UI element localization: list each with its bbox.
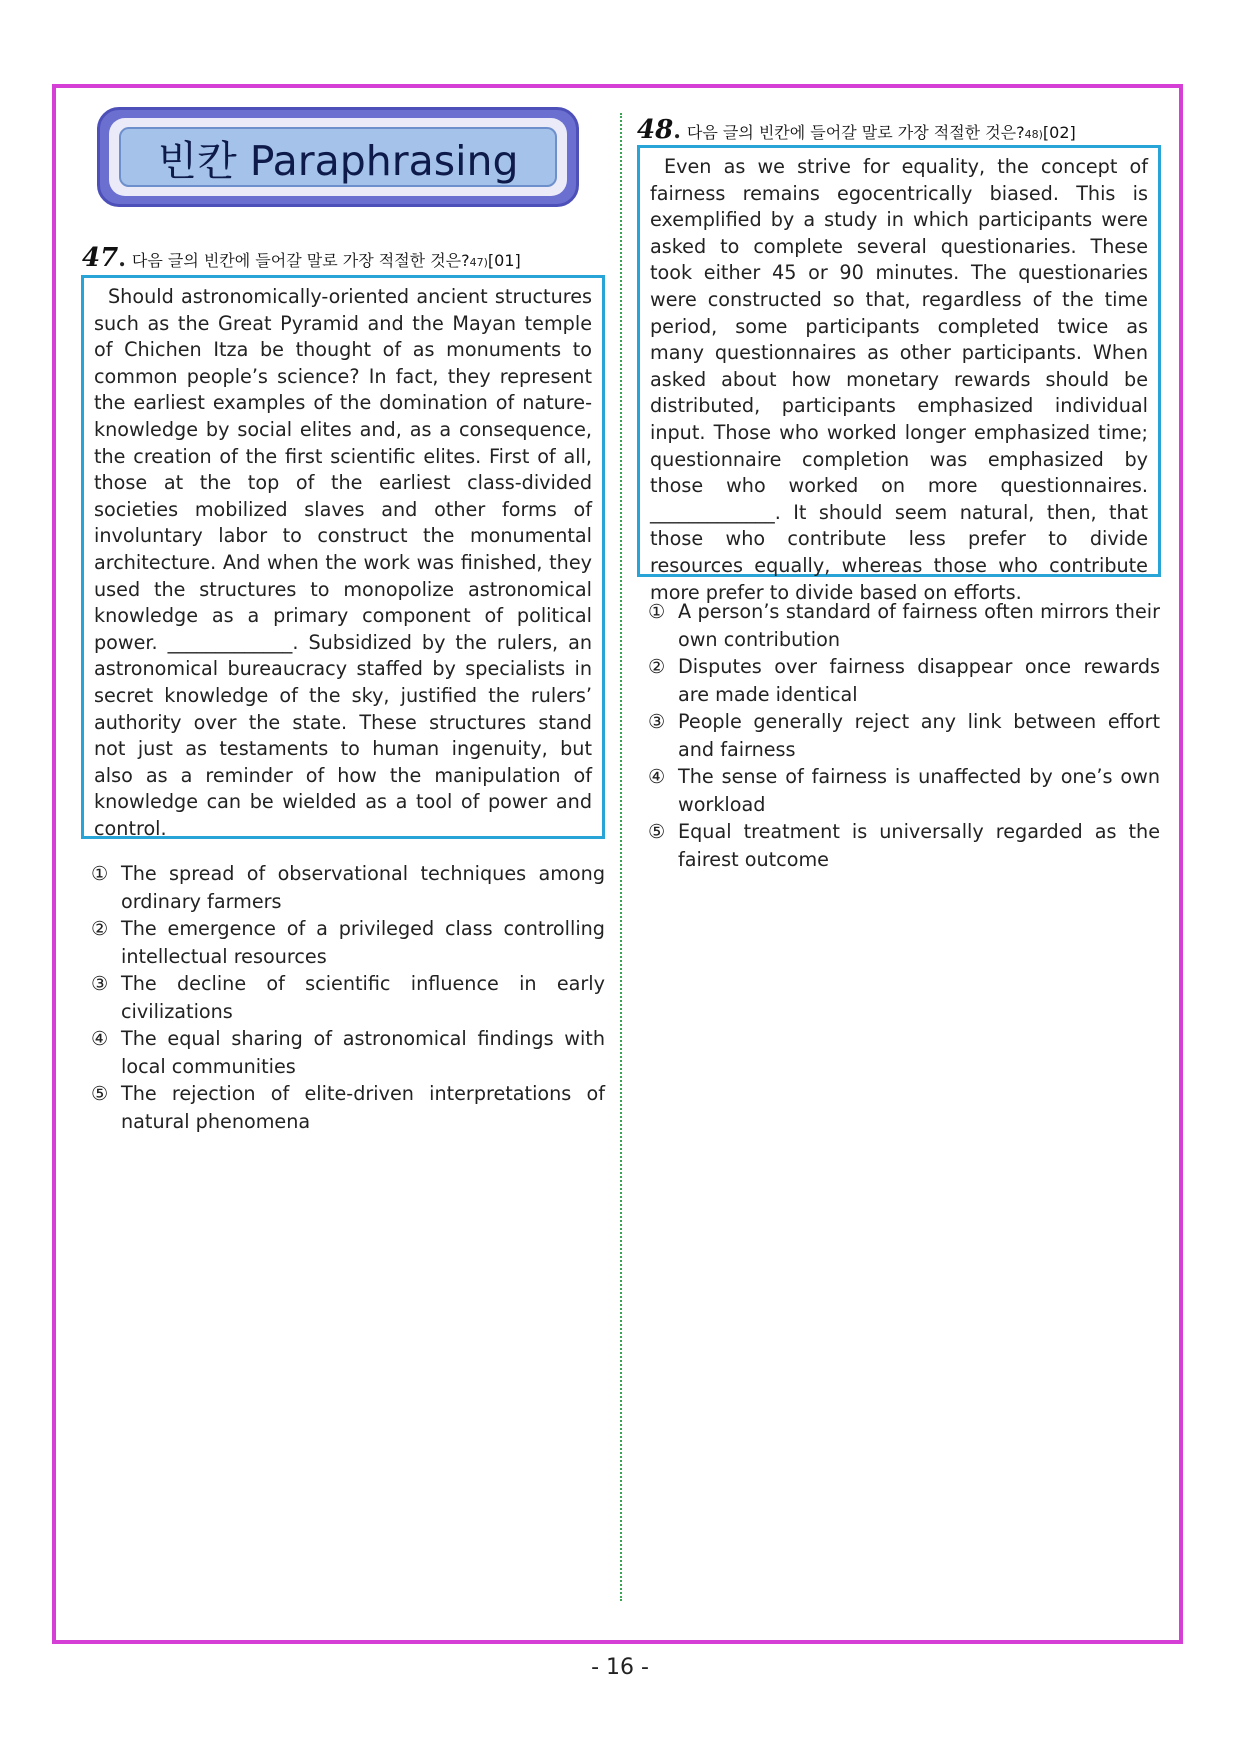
question-code: [02]: [1042, 123, 1076, 142]
choice-option[interactable]: [91, 1080, 605, 1135]
choice-option[interactable]: [648, 763, 1160, 818]
choice-text: The equal sharing of astronomical findings with local communities: [121, 1027, 605, 1078]
question-footnote-ref: 47): [469, 256, 488, 269]
choice-text: The spread of observational techniques among ordinary farmers: [121, 862, 605, 913]
choice-text: The emergence of a privileged class controlling intellectual resources: [121, 917, 605, 968]
question-prompt: 다음 글의 빈칸에 들어갈 말로 가장 적절한 것은?: [686, 123, 1025, 142]
answer-blank: _____________: [167, 630, 293, 654]
passage-text-after: . Subsidized by the rulers, an astronomical bureaucracy staffed by specialists in secret knowledge of the sky, justified the rulers’ authority over the state. These structures stand not just as testaments to human ingenuity, but also as a reminder of how the manipulation of knowledge can be wielded as a tool of power and control.: [94, 630, 592, 840]
choice-text: People generally reject any link between effort and fairness: [678, 710, 1160, 761]
question-number-dot: .: [673, 118, 681, 144]
passage-text-before: Even as we strive for equality, the concept of fairness remains egocentrically biased. This is exemplified by a study in which participants were asked to complete several questionaries. These took either 45 or 90 minutes. The questionaries were constructed so that, regardless of the time period, some participants completed twice as many questionnaires as other participants. When asked about how monetary rewards should be distributed, participants emphasized individual input. Those who worked longer emphasized time; questionnaire completion was emphasized by those who worked on more questionnaires.: [650, 155, 1148, 498]
question-48-heading: [637, 115, 1076, 145]
choice-text: Equal treatment is universally regarded as the fairest outcome: [678, 820, 1160, 871]
choice-number: ①: [91, 862, 109, 885]
question-47-passage: [81, 275, 605, 839]
choice-text: A person’s standard of fairness often mirrors their own contribution: [678, 600, 1160, 651]
choice-number: ②: [91, 917, 109, 940]
choice-text: The decline of scientific influence in early civilizations: [121, 972, 605, 1023]
choice-option[interactable]: [648, 818, 1160, 873]
passage-text: [94, 284, 592, 842]
choice-option[interactable]: [91, 915, 605, 970]
choice-number: ①: [648, 600, 666, 623]
question-number: 47: [82, 243, 119, 273]
question-47-heading: [82, 243, 521, 273]
page-number: - 16 -: [591, 1655, 649, 1680]
title-banner-inner: [119, 127, 557, 187]
question-prompt: 다음 글의 빈칸에 들어갈 말로 가장 적절한 것은?: [131, 251, 470, 270]
choice-number: ③: [91, 972, 109, 995]
question-48-passage: [637, 145, 1161, 604]
choice-number: ⑤: [648, 820, 666, 843]
page-title: 빈칸 Paraphrasing: [157, 136, 519, 185]
choice-text: Disputes over fairness disappear once rewards are made identical: [678, 655, 1160, 706]
choice-number: ⑤: [91, 1082, 109, 1105]
choice-number: ②: [648, 655, 666, 678]
passage-text: [650, 154, 1148, 606]
choice-text: The sense of fairness is unaffected by one’s own workload: [678, 765, 1160, 816]
title-banner: [97, 107, 579, 207]
question-47-choices: [91, 860, 605, 1135]
answer-blank: _____________: [650, 500, 775, 524]
choice-option[interactable]: [648, 598, 1160, 653]
choice-option[interactable]: [91, 1025, 605, 1080]
question-number: 48: [637, 115, 674, 145]
question-number-dot: .: [118, 246, 126, 272]
choice-option[interactable]: [648, 653, 1160, 708]
question-code: [01]: [487, 251, 521, 270]
choice-option[interactable]: [91, 970, 605, 1025]
choice-option[interactable]: [648, 708, 1160, 763]
choice-number: ④: [648, 765, 666, 788]
question-footnote-ref: 48): [1024, 128, 1043, 141]
choice-number: ③: [648, 710, 666, 733]
choice-number: ④: [91, 1027, 109, 1050]
column-divider: [620, 113, 622, 1601]
choice-option[interactable]: [91, 860, 605, 915]
passage-text-before: Should astronomically-oriented ancient structures such as the Great Pyramid and the Mayan temple of Chichen Itza be thought of as monuments to common people’s science? In fact, they represent the earliest examples of the domination of nature-knowledge by social elites and, as a consequence, the creation of the first scientific elites. First of all, those at the top of the earliest class-divided societies mobilized slaves and other forms of involuntary labor to construct the monumental architecture. And when the work was finished, they used the structures to monopolize astronomical knowledge as a primary component of political power.: [94, 285, 592, 654]
passage-text-after: . It should seem natural, then, that those who contribute less prefer to divide resources equally, whereas those who contribute more prefer to divide based on efforts.: [650, 500, 1148, 604]
choice-text: The rejection of elite-driven interpretations of natural phenomena: [121, 1082, 605, 1133]
question-48-choices: [648, 598, 1160, 873]
